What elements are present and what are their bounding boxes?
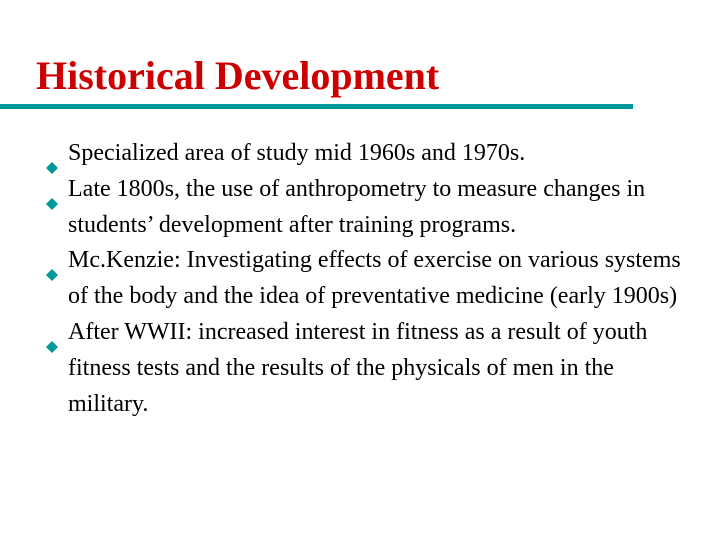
bullet-text: Specialized area of study mid 1960s and 1970s. xyxy=(68,140,526,166)
bullet-text: Late 1800s, the use of anthropometry to measure changes in students’ development after training programs. xyxy=(68,175,646,238)
bullet-item xyxy=(44,315,684,422)
title-underline xyxy=(0,104,633,109)
diamond-bullet-icon xyxy=(46,186,58,198)
bullet-text: After WWII: increased interest in fitness as a result of youth fitness tests and the results of the physicals of men in the military. xyxy=(68,318,648,417)
slide-title: Historical Development xyxy=(36,53,440,98)
bullet-item xyxy=(44,172,684,244)
diamond-bullet-icon xyxy=(46,150,58,162)
bullet-item xyxy=(44,136,684,172)
bullet-item xyxy=(44,243,684,315)
diamond-bullet-icon xyxy=(46,257,58,269)
bullet-list xyxy=(44,136,684,422)
diamond-bullet-icon xyxy=(46,329,58,341)
bullet-text: Mc.Kenzie: Investigating effects of exercise on various systems of the body and the idea of preventative medicine (early 1900s) xyxy=(68,247,681,310)
